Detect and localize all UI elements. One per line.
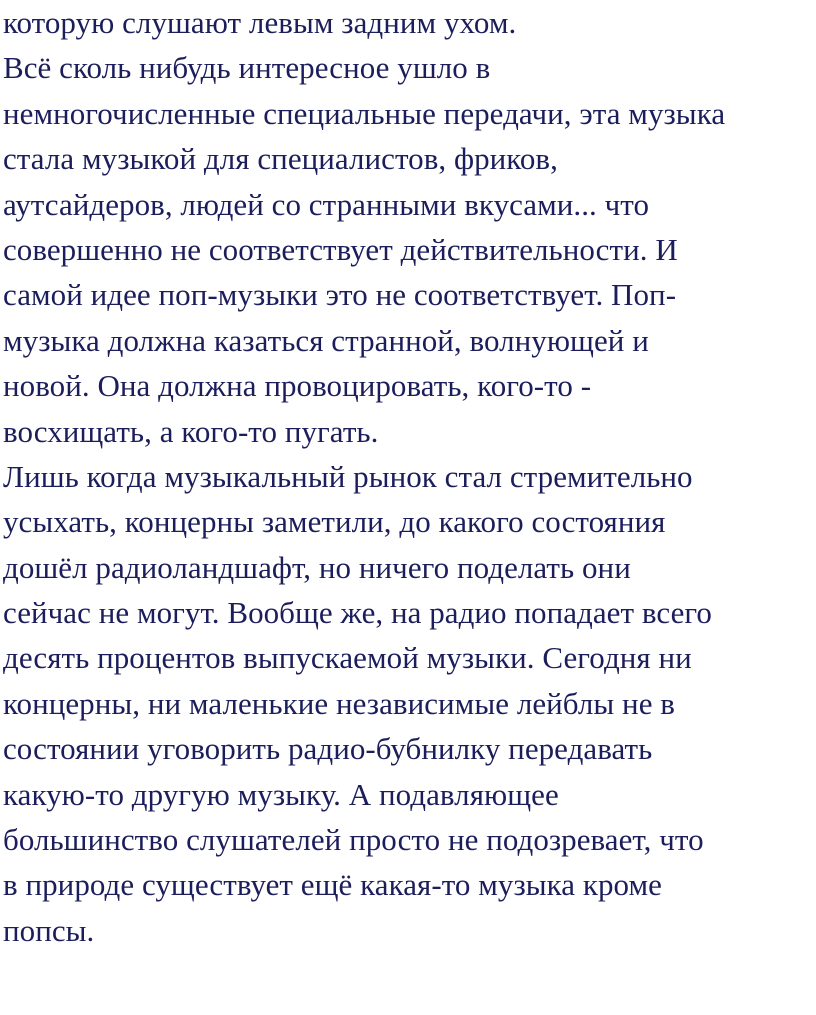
text-line: самой идее поп-музыки это не соответствует. Поп- — [3, 277, 677, 313]
text-line: дошёл радиоландшафт, но ничего поделать они — [3, 549, 631, 585]
text-line: которую слушают левым задним ухом. — [3, 5, 517, 40]
text-line: совершенно не соответствует действительности. И — [3, 231, 678, 267]
text-line: новой. Она должна провоцировать, кого-то - — [3, 368, 592, 404]
text-line: Лишь когда музыкальный рынок стал стремительно — [3, 458, 693, 494]
text-line: сейчас не могут. Вообще же, на радио попадает всего — [3, 595, 712, 631]
text-line: десять процентов выпускаемой музыки. Сегодня ни — [3, 640, 692, 676]
document-text — [3, 0, 816, 953]
text-line: большинство слушателей просто не подозревает, что — [3, 822, 704, 858]
text-line: восхищать, а кого-то пугать. — [3, 413, 379, 449]
text-line: музыка должна казаться странной, волнующей и — [3, 322, 649, 358]
text-line: немногочисленные специальные передачи, эта музыка — [3, 95, 726, 131]
text-line: концерны, ни маленькие независимые лейблы не в — [3, 685, 675, 721]
text-line: в природе существует ещё какая-то музыка кроме — [3, 867, 662, 903]
text-line: какую-то другую музыку. А подавляющее — [3, 776, 559, 812]
text-line: аутсайдеров, людей со странными вкусами... что — [3, 186, 650, 222]
text-line: попсы. — [3, 912, 95, 948]
text-line: Всё сколь нибудь интересное ушло в — [3, 50, 491, 86]
text-line: усыхать, концерны заметили, до какого состояния — [3, 504, 666, 540]
text-line: стала музыкой для специалистов, фриков, — [3, 141, 558, 177]
text-line: состоянии уговорить радио-бубнилку передавать — [3, 731, 653, 767]
